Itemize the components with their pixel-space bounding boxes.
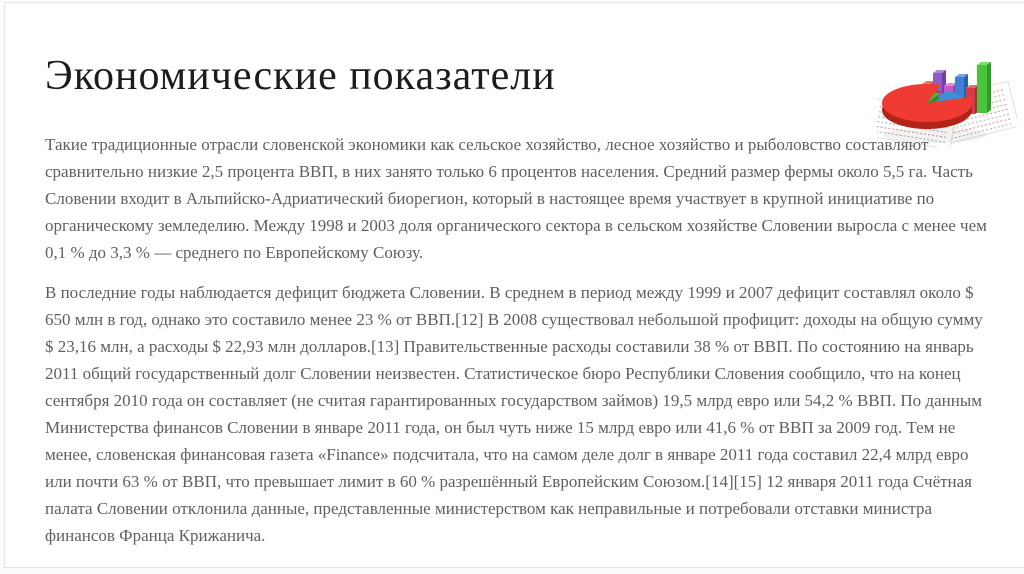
paragraph-budget-debt: В последние годы наблюдается дефицит бюджета Словении. В среднем в период между 1999 и 2007 дефицит составлял около $ 650 млн в год, однако это составило менее 23 % от ВВП.[12] В 2008 существовал небольшой профицит: доходы на общую сумму $ 23,16 млн, а расходы $ 22,93 млн долларов.[13] Правительственные расходы составили 38 % от ВВП. По состоянию на январь 2011 общий государственный долг Словении неизвестен. Статистическое бюро Республики Словения сообщило, что на конец сентября 2010 года он составляет (не считая гарантированных государством займов) 19,5 млрд евро или 54,2 % ВВП. По данным Министерства финансов Словении в январе 2011 года, он был чуть ниже 15 млрд евро или 41,6 % от ВВП за 2009 год. Тем не менее, словенская финансовая газета «Finance» подсчитала, что на самом деле долг в январе 2011 года составил 22,4 млрд евро или почти 63 % от ВВП, что превышает лимит в 60 % разрешённый Европейским Союзом.[14][15] 12 января 2011 года Счётная палата Словении отклонила данные, представленные министерством как неправильные и потребовали отставки министра финансов Франца Крижанича. <box>45 283 983 545</box>
paragraph-agriculture: Такие традиционные отрасли словенской экономики как сельское хозяйство, лесное хозяйство и рыболовство составляют сравнительно низкие 2,5 процента ВВП, в них занято только 6 процентов населения. Средний размер фермы около 5,5 га. Часть Словении входит в Альпийско-Адриатический биорегион, который в настоящее время участвует в крупной инициативе по органическому земледелию. Между 1998 и 2003 доля органического сектора в сельском хозяйстве Словении выросла с менее чем 0,1 % до 3,3 % — среднего по Европейскому Союзу. <box>45 135 987 262</box>
presentation-slide <box>4 2 1024 568</box>
slide-body <box>45 131 987 562</box>
slide-title: Экономические показатели <box>45 53 556 99</box>
